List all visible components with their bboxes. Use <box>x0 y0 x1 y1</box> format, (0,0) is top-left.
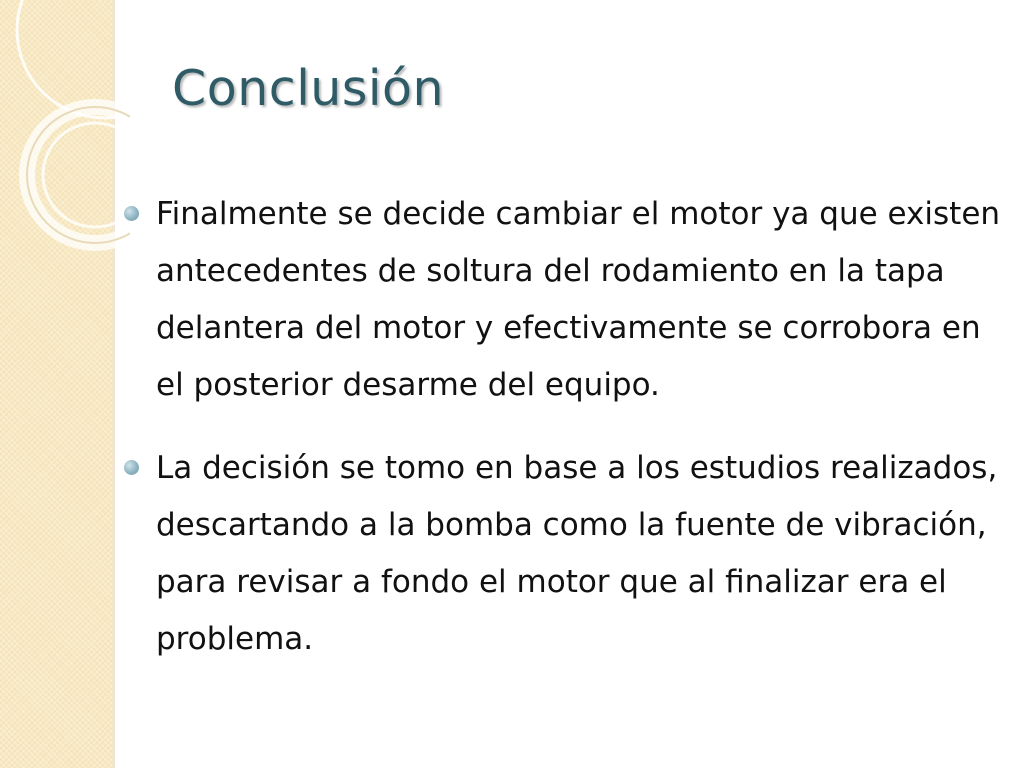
bullet-icon <box>124 460 139 475</box>
bullet-list <box>120 186 1010 694</box>
decorative-circles-icon <box>0 0 130 260</box>
bullet-item <box>120 186 1010 414</box>
slide-title: Conclusión <box>172 60 445 117</box>
bullet-text: La decisión se tomo en base a los estudios realizados, descartando a la bomba como la fuente de vibración, para revisar a fondo el motor que al finalizar era el problema. <box>156 450 998 657</box>
bullet-item <box>120 440 1010 668</box>
bullet-text: Finalmente se decide cambiar el motor ya que existen antecedentes de soltura del rodamiento en la tapa delantera del motor y efectivamente se corrobora en el posterior desarme del equipo. <box>156 196 1001 403</box>
bullet-icon <box>124 206 139 221</box>
